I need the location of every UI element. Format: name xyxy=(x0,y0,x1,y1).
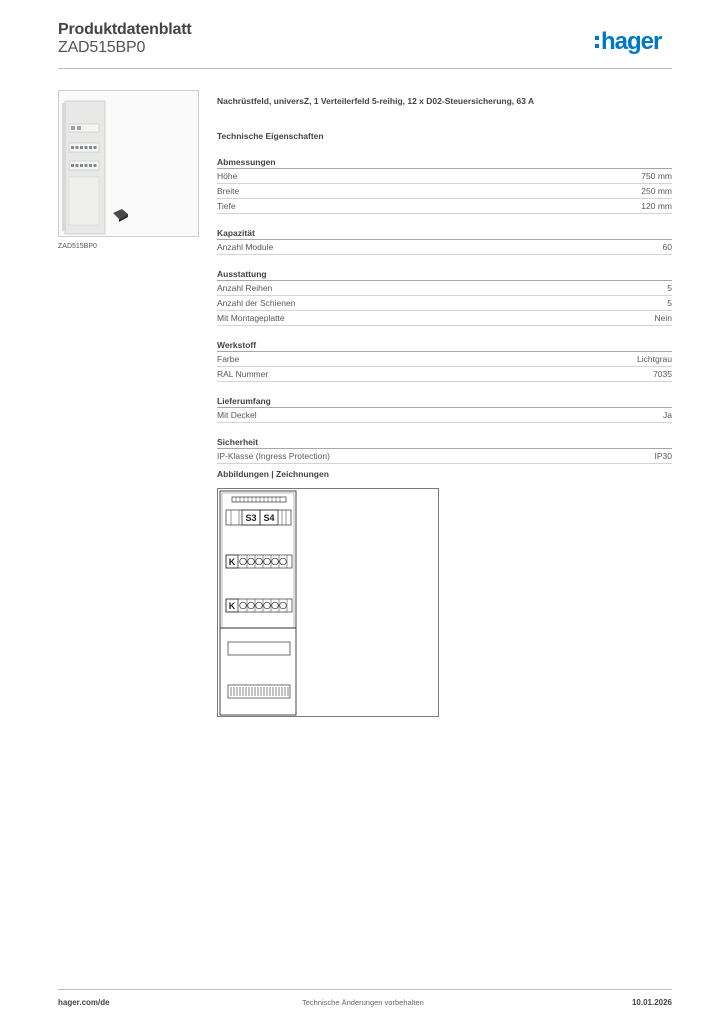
property-row xyxy=(217,199,672,214)
section-dimensions xyxy=(217,156,672,214)
section-title: Werkstoff xyxy=(217,339,672,352)
property-value: 250 mm xyxy=(641,186,672,196)
property-label: Farbe xyxy=(217,354,240,364)
property-row xyxy=(217,311,672,326)
technical-drawing xyxy=(217,488,439,717)
drawing-label-k2: K xyxy=(228,601,236,611)
property-value: 5 xyxy=(667,298,672,308)
footer-date: 10.01.2026 xyxy=(631,998,672,1007)
drawing-label-s3: S3 xyxy=(245,513,257,523)
property-value: Nein xyxy=(654,313,672,323)
product-details xyxy=(217,96,672,464)
section-title: Lieferumfang xyxy=(217,395,672,408)
property-label: Mit Deckel xyxy=(217,410,257,420)
page-title: Produktdatenblatt xyxy=(58,21,192,38)
property-row xyxy=(217,449,672,464)
property-value: 750 mm xyxy=(641,171,672,181)
section-title: Kapazität xyxy=(217,227,672,240)
property-value: 7035 xyxy=(653,369,672,379)
cabinet-drawing-icon xyxy=(218,489,438,716)
property-row xyxy=(217,240,672,255)
hager-logo xyxy=(595,29,661,55)
section-equipment xyxy=(217,268,672,326)
footer-disclaimer: Technische Änderungen vorbehalten xyxy=(302,998,424,1007)
section-scope-of-delivery xyxy=(217,395,672,423)
property-label: Anzahl der Schienen xyxy=(217,298,296,308)
product-image xyxy=(58,90,199,237)
section-title: Sicherheit xyxy=(217,436,672,449)
header-divider xyxy=(58,68,672,69)
property-row xyxy=(217,169,672,184)
property-value: 60 xyxy=(662,242,672,252)
property-row xyxy=(217,281,672,296)
property-value: Lichtgrau xyxy=(637,354,672,364)
property-label: IP-Klasse (Ingress Protection) xyxy=(217,451,330,461)
property-label: RAL Nummer xyxy=(217,369,269,379)
product-description: Nachrüstfeld, universZ, 1 Verteilerfeld 5-reihig, 12 x D02-Steuersicherung, 63 A xyxy=(217,96,535,106)
footer-website: hager.com/de xyxy=(58,998,110,1007)
section-capacity xyxy=(217,227,672,255)
drawing-label-k1: K xyxy=(228,557,236,567)
tech-properties-heading: Technische Eigenschaften xyxy=(217,131,324,141)
property-row xyxy=(217,184,672,199)
property-label: Mit Montageplatte xyxy=(217,313,285,323)
property-row xyxy=(217,367,672,382)
section-title: Abmessungen xyxy=(217,156,672,169)
property-row xyxy=(217,352,672,367)
distribution-cabinet-photo-icon xyxy=(59,91,198,236)
property-value: 5 xyxy=(667,283,672,293)
property-value: 120 mm xyxy=(641,201,672,211)
logo-dots-icon xyxy=(595,29,600,47)
article-number: ZAD515BP0 xyxy=(58,39,146,56)
property-label: Anzahl Module xyxy=(217,242,274,252)
property-label: Tiefe xyxy=(217,201,236,211)
section-material xyxy=(217,339,672,382)
footer-divider xyxy=(58,989,672,990)
property-value: IP30 xyxy=(654,451,672,461)
property-label: Anzahl Reihen xyxy=(217,283,273,293)
product-image-caption: ZAD515BP0 xyxy=(58,243,97,250)
brand-name: hager xyxy=(601,28,662,55)
figures-heading: Abbildungen | Zeichnungen xyxy=(217,469,329,479)
property-row xyxy=(217,296,672,311)
property-row xyxy=(217,408,672,423)
property-value: Ja xyxy=(663,410,672,420)
property-label: Breite xyxy=(217,186,240,196)
drawing-label-s4: S4 xyxy=(263,513,275,523)
section-safety xyxy=(217,436,672,464)
property-label: Höhe xyxy=(217,171,238,181)
section-title: Ausstattung xyxy=(217,268,672,281)
